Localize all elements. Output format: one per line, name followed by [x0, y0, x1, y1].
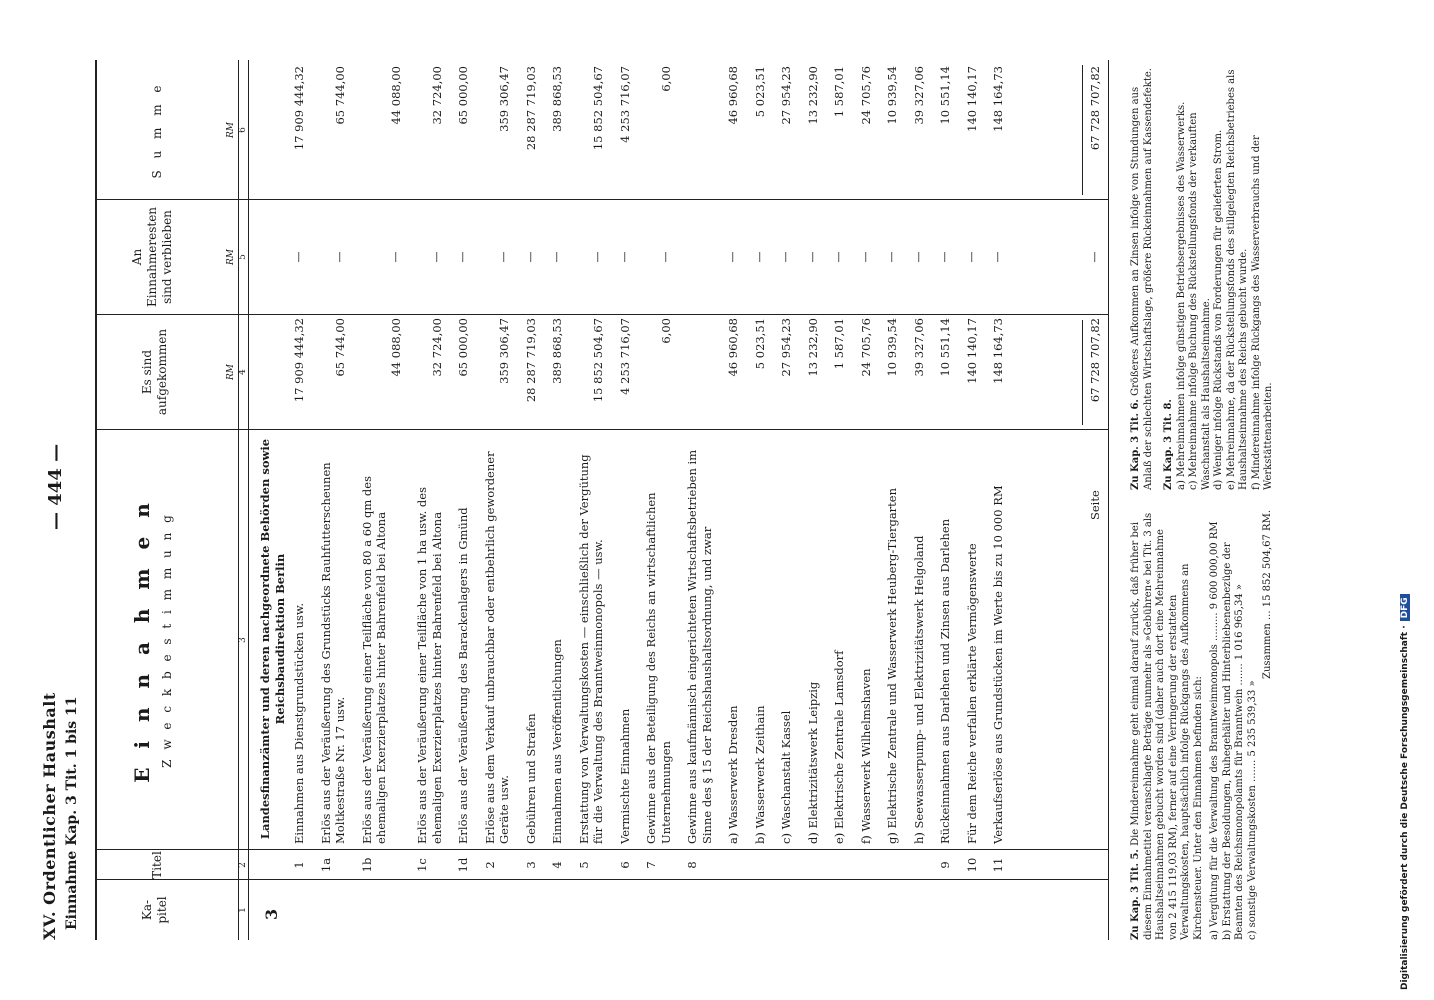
row-aufgekommen: 389 868,53: [550, 318, 564, 384]
row-reste: —: [523, 251, 537, 263]
row-aufgekommen: 1 587,01: [832, 318, 846, 370]
note8-f: f) Mindereinnahme infolge Rückgangs des Wasserverbrauchs und der Werkstättenarbeiten.: [1250, 135, 1274, 490]
seite-rest: —: [1088, 251, 1101, 263]
row-reste: —: [938, 251, 951, 263]
colnum-2: 2: [238, 862, 248, 868]
row-description: Erlös aus der Veräußerung einer Teilfläche von 80 a 60 qm des ehemaligen Exerzierplatzes hinter Bahrenfeld bei Altona: [359, 475, 388, 844]
seite-rule-4: [1082, 320, 1083, 425]
row-summe: 359 306,47: [497, 66, 511, 132]
row-aufgekommen: 17 909 444,32: [292, 318, 306, 403]
row-aufgekommen: 5 023,51: [752, 318, 767, 370]
seite-auf: 67 728 707,82: [1088, 318, 1102, 403]
row-summe: 15 852 504,67: [591, 66, 605, 151]
colnum-6: 6: [238, 127, 248, 133]
row-reste: —: [885, 251, 898, 263]
row-reste: —: [726, 251, 739, 263]
row-reste: —: [429, 251, 443, 263]
row-description: e) Elektrische Zentrale Lamsdorf: [832, 650, 846, 844]
row-titel: 11: [991, 857, 1005, 873]
row-summe: 148 164,73: [991, 66, 1005, 132]
col-kapitel: Ka- pitel: [140, 896, 169, 924]
col-reste: An Einnahmeresten sind verblieben: [130, 206, 174, 308]
col-summe: S u m m e: [150, 81, 164, 179]
row-summe: 39 327,06: [911, 66, 926, 125]
row-description: a) Wasserwerk Dresden: [726, 705, 740, 844]
row-reste: —: [388, 251, 402, 263]
colnum-5: 5: [238, 254, 248, 260]
row-description: h) Seewasserpump- und Elektrizitätswerk Helgoland: [911, 535, 926, 844]
row-reste: —: [991, 251, 1004, 263]
row-description: Rückeinnahmen aus Darlehen und Zinsen aus Darlehen: [938, 518, 952, 844]
row-summe: 140 140,17: [964, 66, 979, 132]
dfg-logo: DFG: [1400, 594, 1410, 621]
row-summe: 10 939,54: [885, 66, 899, 125]
row-summe: 6,00: [658, 66, 673, 92]
row-summe: 44 088,00: [388, 66, 403, 125]
colnum-3: 3: [238, 637, 248, 643]
row-reste: —: [858, 251, 872, 263]
header-title: XV. Ordentlicher Haushalt: [40, 692, 59, 940]
row-description: Erstattung von Verwaltungskosten — einschließlich der Vergütung für die Verwaltung des Branntweinmonopols — usw.: [576, 454, 605, 844]
row-reste: —: [964, 251, 978, 263]
row-aufgekommen: 15 852 504,67: [591, 318, 605, 403]
table-top-rule-2: [96, 60, 97, 940]
row-reste: —: [805, 251, 819, 263]
note5-c: c) sonstige Verwaltungskosten ....... 5 235 539,33 »: [1246, 680, 1258, 940]
row-reste: —: [658, 251, 672, 263]
row-description: f) Wasserwerk Wilhelmshaven: [858, 668, 873, 844]
note8-a: a) Mehreinnahmen infolge günstigen Betriebsergebnisses des Wasserwerks.: [1175, 101, 1187, 490]
row-reste: —: [497, 251, 510, 263]
note6-heading: Zu Kap. 3 Tit. 6.: [1130, 399, 1141, 490]
row-summe: 4 253 716,07: [617, 66, 632, 143]
row-summe: 27 954,23: [779, 66, 793, 125]
row-titel: 1d: [456, 857, 470, 873]
row-titel: 9: [938, 861, 952, 869]
row-description: Einnahmen aus Dienstgrundstücken usw.: [292, 602, 306, 844]
row-description: Gebühren und Strafen: [523, 713, 538, 844]
row-aufgekommen: 65 744,00: [333, 318, 347, 377]
row-summe: 5 023,51: [752, 66, 767, 118]
row-titel: 1c: [415, 858, 429, 872]
note5-intro: Die Mindereinnahme geht einmal darauf zurück, daß früher bei diesem Einnahmetitel veranschlagte Beträge nunmehr als »Gebühren« bei Tit. 3 als Haushaltseinnahmen gebucht worden sind (daher auch dort eine Mehreinnahme von 2 415 119,03 RM), ferner auf eine Verringerung der erstatteten Verwaltungskosten, hauptsächlich infolge Rückgangs des Aufkommens an Kirchensteuer. Unter den Einnahmen befinden sich:: [1130, 512, 1204, 940]
row-titel: 7: [644, 861, 658, 869]
col-line-1: [96, 879, 1108, 880]
row-summe: 46 960,68: [726, 66, 740, 125]
row-reste: —: [779, 251, 792, 263]
row-description: Für dem Reiche verfallen erklärte Vermögenswerte: [964, 543, 979, 844]
note8-d: d) Weniger infolge Rückstands von Forderungen für gelieferten Strom.: [1213, 129, 1224, 490]
row-titel: 4: [550, 861, 564, 869]
col-zweck: Z w e c k b e s t i m m u n g: [160, 512, 174, 768]
row-titel: 3: [523, 861, 538, 869]
row-reste: —: [456, 251, 469, 263]
row-aufgekommen: 44 088,00: [388, 318, 403, 377]
page-number: — 444 —: [45, 443, 66, 530]
colnum-1: 1: [238, 907, 248, 913]
row-titel: 1a: [318, 857, 333, 873]
row-reste: —: [292, 251, 305, 263]
row-titel: 6: [617, 861, 632, 869]
row-description: Verkaufserlöse aus Grundstücken im Werte bis zu 10 000 RM: [991, 485, 1005, 844]
row-titel: 8: [685, 861, 699, 869]
note6-text: Größeres Aufkommen an Zinsen infolge von Stundungen aus Anlaß der schlechten Wirtschaftslage, größere Rückeinnahmen auf Kassendefekte.: [1130, 68, 1154, 490]
row-description: Erlös aus der Veräußerung einer Teilfläche von 1 ha usw. des ehemaligen Exerzierplatzes hinter Bahrenfeld bei Altona: [415, 487, 444, 844]
row-reste: —: [832, 251, 845, 263]
row-aufgekommen: 13 232,90: [805, 318, 820, 377]
seite-sum: 67 728 707,82: [1088, 66, 1102, 151]
seite-rule-6: [1082, 65, 1083, 195]
row-description: d) Elektrizitätswerk Leipzig: [805, 681, 820, 844]
note5-zusammen: Zusammen ... 15 852 504,67 RM.: [1262, 510, 1273, 679]
note5-b: b) Erstattung der Besoldungen, Ruhegehälter und Hinterbliebenenbezüge der Beamten des Reichsmonopolamts für Branntwein ....... 1 016 965,34 »: [1221, 542, 1245, 940]
row-description: g) Elektrische Zentrale und Wasserwerk Heuberg-Tiergarten: [885, 487, 899, 844]
header-bottom-rule: [248, 60, 249, 940]
row-summe: 65 744,00: [333, 66, 347, 125]
row-titel: 10: [964, 857, 979, 873]
header-subtitle: Einnahme Kap. 3 Tit. 1 bis 11: [64, 696, 80, 930]
notes-right: [1130, 60, 1276, 490]
row-summe: 17 909 444,32: [292, 66, 306, 151]
col-einnahmen: E i n n a h m e n: [130, 497, 154, 783]
row-summe: 24 705,76: [858, 66, 873, 125]
table-bottom-rule: [1108, 60, 1109, 940]
row-summe: 13 232,90: [805, 66, 820, 125]
row-aufgekommen: 65 000,00: [456, 318, 470, 377]
row-reste: —: [591, 251, 604, 263]
row-aufgekommen: 46 960,68: [726, 318, 740, 377]
row-description: Vermischte Einnahmen: [617, 708, 632, 844]
section-title: Landesfinanzämter und deren nachgeordnete Behörden sowie Reichsbaudirektion Berlin: [258, 438, 287, 840]
seite-label: Seite: [1088, 490, 1102, 520]
row-titel: 1: [292, 861, 306, 869]
row-aufgekommen: 10 551,14: [938, 318, 952, 377]
row-description: c) Waschanstalt Kassel: [779, 710, 793, 844]
unit-5: RM: [226, 249, 236, 265]
row-aufgekommen: 148 164,73: [991, 318, 1005, 384]
digitization-text: Digitalisierung gefördert durch die Deutsche Forschungsgemeinschaft ·: [1400, 625, 1410, 990]
row-titel: 2: [482, 861, 497, 869]
row-reste: —: [617, 251, 631, 263]
row-summe: 28 287 719,03: [523, 66, 538, 151]
notes-left: [1130, 510, 1275, 940]
row-reste: —: [752, 251, 766, 263]
note5-a: a) Vergütung für die Verwaltung des Branntweinmonopols ......... 9 600 000,00 RM: [1209, 521, 1220, 940]
row-description: Erlös aus der Veräußerung des Grundstücks Rauhfutterscheunen Moltkestraße Nr. 17 usw.: [318, 462, 347, 844]
row-reste: —: [333, 251, 346, 263]
unit-6: RM: [226, 122, 236, 138]
note8-e: e) Mehreinnahme, da der Rückstellungsfonds des stillgelegten Reichsbetriebes als Haushaltseinnahme des Reichs gebucht wurde.: [1225, 69, 1249, 490]
row-reste: —: [550, 251, 563, 263]
row-aufgekommen: 6,00: [658, 318, 673, 344]
row-summe: 32 724,00: [429, 66, 444, 125]
colnum-4: 4: [238, 369, 248, 375]
row-summe: 1 587,01: [832, 66, 846, 118]
row-aufgekommen: 39 327,06: [911, 318, 926, 377]
row-description: Gewinne aus kaufmännisch eingerichteten Wirtschaftsbetrieben im Sinne des § 15 der Reichshaushaltsordnung, und zwar: [685, 449, 714, 844]
col-line-5: [96, 199, 1108, 200]
row-description: Erlös aus der Veräußerung des Barackenlagers in Gmünd: [456, 507, 470, 844]
row-aufgekommen: 32 724,00: [429, 318, 444, 377]
row-description: Erlöse aus dem Verkauf unbrauchbar oder entbehrlich gewordener Geräte usw.: [482, 451, 511, 844]
row-titel: 1b: [359, 857, 374, 873]
row-aufgekommen: 10 939,54: [885, 318, 899, 377]
row-aufgekommen: 359 306,47: [497, 318, 511, 384]
row-summe: 389 868,53: [550, 66, 564, 132]
row-description: Gewinne aus der Beteiligung des Reichs an wirtschaftlichen Unternehmungen: [644, 492, 673, 844]
row-titel: 5: [576, 861, 591, 869]
col-line-4: [96, 314, 1108, 315]
row-aufgekommen: 4 253 716,07: [617, 318, 632, 395]
row-summe: 10 551,14: [938, 66, 952, 125]
row-description: b) Wasserwerk Zeithain: [752, 705, 767, 844]
row-description: Einnahmen aus Veröffentlichungen: [550, 639, 564, 844]
note8-heading: Zu Kap. 3 Tit. 8.: [1163, 399, 1174, 490]
digitization-note: [1400, 594, 1410, 990]
note5-heading: Zu Kap. 3 Tit. 5.: [1130, 849, 1141, 940]
unit-4: RM: [226, 364, 236, 380]
row-aufgekommen: 28 287 719,03: [523, 318, 538, 403]
col-titel: Titel: [150, 851, 164, 879]
kapitel-number: 3: [262, 908, 281, 920]
row-aufgekommen: 140 140,17: [964, 318, 979, 384]
note8-c: c) Mehreinnahme infolge Buchung des Rückstellungsfonds der verkauften Waschanstalt als Haushaltseinnahme.: [1188, 112, 1212, 490]
row-aufgekommen: 27 954,23: [779, 318, 793, 377]
row-aufgekommen: 24 705,76: [858, 318, 873, 377]
row-summe: 65 000,00: [456, 66, 470, 125]
col-aufgekommen: Es sind aufgekommen: [140, 328, 169, 416]
row-reste: —: [911, 251, 925, 263]
